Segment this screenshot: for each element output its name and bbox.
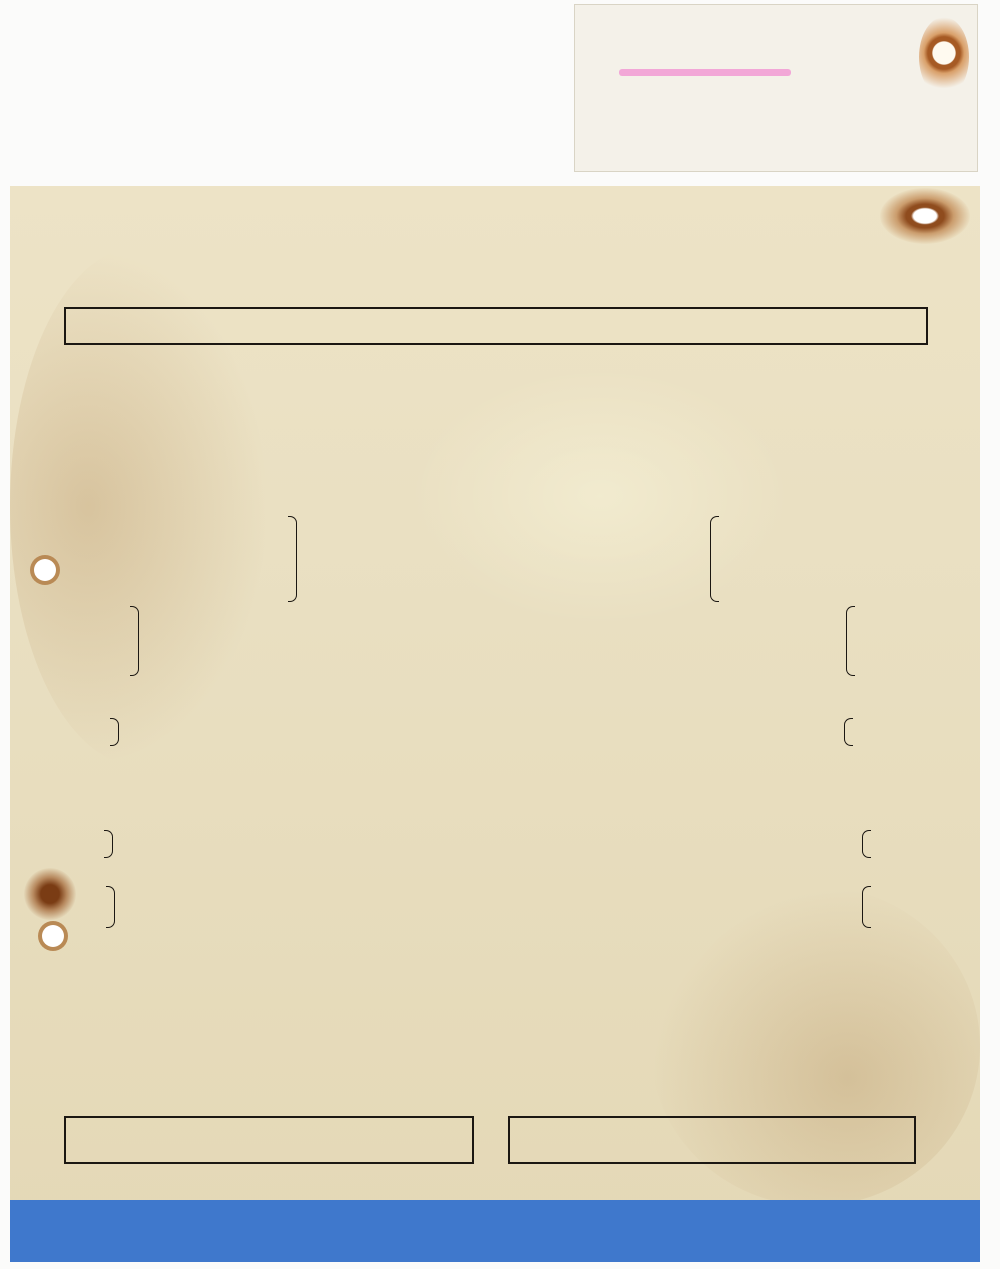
cast-row bbox=[69, 912, 912, 926]
production-credits bbox=[64, 307, 928, 345]
brace bbox=[862, 886, 871, 928]
cast-row bbox=[69, 800, 912, 814]
brace bbox=[130, 606, 139, 676]
cast-row bbox=[69, 870, 912, 884]
cast-row bbox=[69, 423, 912, 437]
cast-row bbox=[69, 730, 912, 744]
brace bbox=[110, 718, 119, 746]
notice-box-czech bbox=[508, 1116, 916, 1164]
cast-row bbox=[69, 437, 912, 451]
cast-row bbox=[69, 856, 912, 870]
burn-mark bbox=[919, 17, 969, 97]
highlight-mark bbox=[619, 69, 791, 76]
cast-row bbox=[69, 632, 912, 646]
brace bbox=[104, 830, 113, 858]
punch-hole bbox=[34, 559, 56, 581]
cast-row bbox=[69, 926, 912, 940]
cast-row bbox=[69, 381, 912, 395]
cast-row bbox=[69, 786, 912, 800]
cast-row bbox=[69, 451, 912, 465]
cast-row bbox=[69, 535, 912, 549]
brace bbox=[710, 516, 719, 602]
brace bbox=[106, 886, 115, 928]
cast-row bbox=[69, 618, 912, 632]
cast-row bbox=[69, 549, 912, 563]
cast-row bbox=[69, 507, 912, 521]
cast-row bbox=[69, 395, 912, 409]
cast-row bbox=[69, 493, 912, 507]
punch-hole bbox=[42, 925, 64, 947]
cast-row bbox=[69, 898, 912, 912]
cast-row bbox=[69, 828, 912, 842]
cast-row bbox=[69, 479, 912, 493]
cast-row bbox=[69, 702, 912, 716]
notice-box-german bbox=[64, 1116, 474, 1164]
brace bbox=[846, 606, 855, 676]
cast-row bbox=[69, 814, 912, 828]
cast-row bbox=[69, 744, 912, 758]
cast-row bbox=[69, 660, 912, 674]
cast-row bbox=[69, 688, 912, 702]
cast-row bbox=[69, 758, 912, 772]
cast-row bbox=[69, 353, 912, 367]
cast-row bbox=[69, 884, 912, 898]
cast-row bbox=[69, 563, 912, 577]
decorative-border-band bbox=[10, 1200, 980, 1262]
cast-row bbox=[69, 409, 912, 423]
cast-row bbox=[69, 674, 912, 688]
cast-row bbox=[69, 772, 912, 786]
brace bbox=[862, 830, 871, 858]
cast-row bbox=[69, 646, 912, 660]
cast-row bbox=[69, 842, 912, 856]
cast-row bbox=[69, 465, 912, 479]
cast-row bbox=[69, 590, 912, 604]
cast-row bbox=[69, 604, 912, 618]
cast-row bbox=[69, 577, 912, 591]
ticket-card bbox=[574, 4, 978, 172]
brace bbox=[288, 516, 297, 602]
burn-mark bbox=[880, 188, 970, 244]
cast-row bbox=[69, 940, 912, 954]
cast-row bbox=[69, 716, 912, 730]
cast-row bbox=[69, 367, 912, 381]
brace bbox=[844, 718, 853, 746]
cast-row bbox=[69, 521, 912, 535]
playbill-sheet bbox=[10, 186, 980, 1262]
